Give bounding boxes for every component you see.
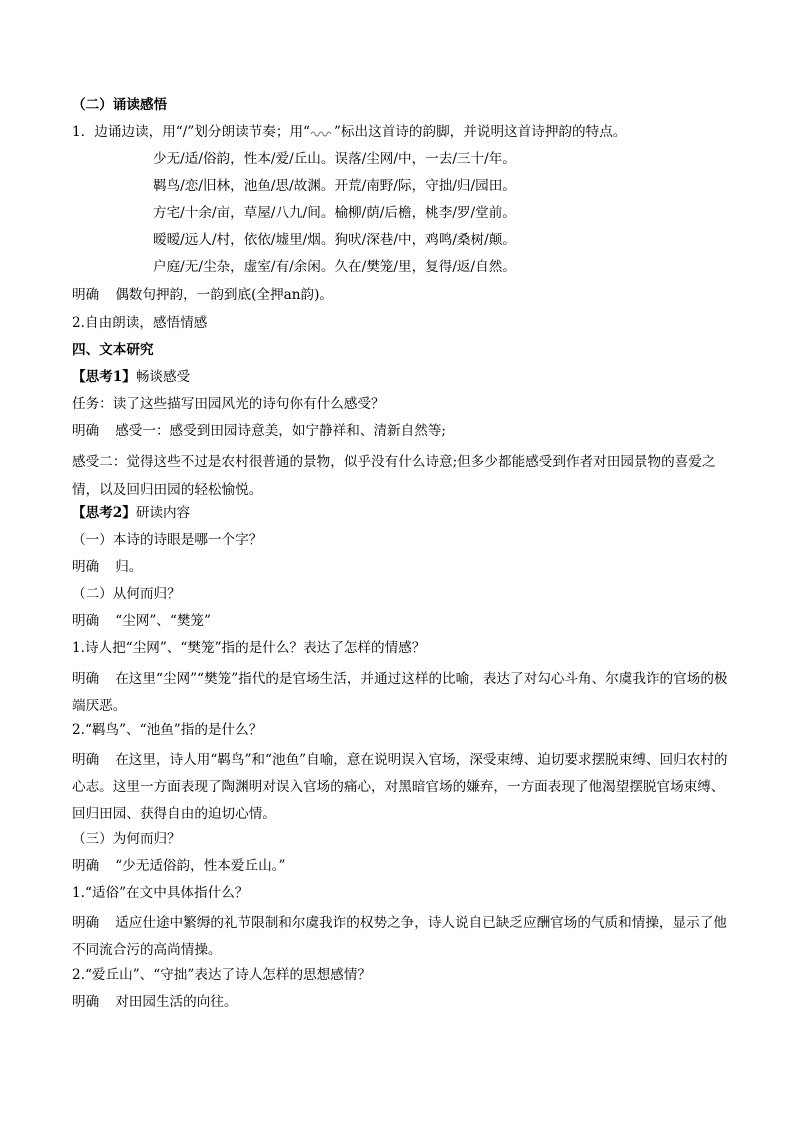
section-heading-text-study: 四、文本研究 xyxy=(72,342,154,358)
answer-text: 归。 xyxy=(115,559,143,575)
answer-poem-eye xyxy=(72,557,734,577)
answer-text: 感受一：感受到田园诗意美，如宁静祥和、清新自然等; xyxy=(115,423,447,439)
think-1-answer xyxy=(72,421,734,441)
answer-text: 在这里，诗人用“羁鸟”和“池鱼”自喻，意在说明误入官场，深受束缚、迫切要求摆脱束缚、回归农村的心志。这里一方面表现了陶渊明对误入官场的痛心，对黑暗官场的嫌弃，一方面表现了他渴望摆脱官场束缚、回归田园、获得自由的迫切心情。 xyxy=(72,752,728,822)
question-1-text-b: ”标出这首诗的韵脚，并说明这首诗押韵的特点。 xyxy=(333,124,627,140)
poem-line: 户庭/无/尘杂，虚室/有/余闲。久在/樊笼/里，复得/返/自然。 xyxy=(153,259,516,275)
answer-love-hills xyxy=(72,992,734,1012)
question-2: 2.自由朗读，感悟情感 xyxy=(72,315,208,331)
question-1 xyxy=(72,122,734,142)
answer-1 xyxy=(72,285,734,305)
answer-from-where xyxy=(72,611,734,631)
section-heading-recite: （二）诵读感悟 xyxy=(72,97,168,113)
question-shisu: 1.“适俗”在文中具体指什么？ xyxy=(72,885,249,901)
answer-text: 适应仕途中繁缛的礼节限制和尔虞我诈的权势之争，诗人说自已缺乏应酬官场的气质和情操，显示了他不同流合污的高尚情操。 xyxy=(72,915,727,958)
poem-line: 羁鸟/恋/旧林，池鱼/思/故渊。开荒/南野/际，守拙/归/园田。 xyxy=(153,178,516,194)
answer-label: 明确 xyxy=(72,671,100,687)
think-1-title: 畅谈感受 xyxy=(135,369,191,385)
question-1-text-a: 1．边诵边读，用“/”划分朗读节奏；用“ xyxy=(72,124,310,140)
answer-text: 偶数句押韵，一韵到底(全押an韵)。 xyxy=(115,287,333,303)
think-1-heading xyxy=(72,367,734,387)
wavy-underline-mark xyxy=(310,129,334,137)
think-2-title: 研读内容 xyxy=(135,505,191,521)
question-caged-bird: 2.“羁鸟”、“池鱼”指的是什么？ xyxy=(72,722,263,738)
question-why-return: （三）为何而归？ xyxy=(72,831,181,847)
question-poem-eye: （一）本诗的诗眼是哪一个字？ xyxy=(72,532,263,548)
answer-caged-bird xyxy=(72,747,734,828)
answer-label: 明确 xyxy=(72,559,100,575)
poem-line: 少无/适/俗韵，性本/爱/丘山。误落/尘网/中，一去/三十/年。 xyxy=(153,151,516,167)
answer-why-return xyxy=(72,856,734,876)
think-2-heading xyxy=(72,503,734,523)
think-1-feeling-2: 感受二：觉得这些不过是农村很普通的景物，似乎没有什么诗意;但多少都能感受到作者对田园景物的喜爱之情，以及回归田园的轻松愉悦。 xyxy=(72,454,716,498)
answer-label: 明确 xyxy=(72,994,100,1010)
answer-shisu xyxy=(72,910,734,964)
answer-label: 明确 xyxy=(72,915,100,931)
answer-label: 明确 xyxy=(72,752,100,768)
answer-text: “尘网”、“樊笼” xyxy=(115,613,211,629)
question-from-where: （二）从何而归？ xyxy=(72,586,181,602)
question-love-hills: 2.“爱丘山”、“守拙”表达了诗人怎样的思想感情？ xyxy=(72,967,372,983)
answer-label: 明确 xyxy=(72,287,100,303)
answer-dust-net xyxy=(72,666,734,720)
question-dust-net: 1.诗人把“尘网”、“樊笼”指的是什么？表达了怎样的情感？ xyxy=(72,640,426,656)
poem-line: 暧暧/远人/村，依依/墟里/烟。狗吠/深巷/中，鸡鸣/桑树/颠。 xyxy=(153,232,516,248)
answer-label: 明确 xyxy=(72,858,100,874)
answer-text: 对田园生活的向往。 xyxy=(115,994,238,1010)
think-1-task: 任务：读了这些描写田园风光的诗句你有什么感受？ xyxy=(72,396,385,412)
think-2-tag: 【思考2】 xyxy=(72,505,136,521)
answer-label: 明确 xyxy=(72,423,100,439)
answer-label: 明确 xyxy=(72,613,100,629)
answer-text: “少无适俗韵，性本爱丘山。” xyxy=(115,858,286,874)
poem-line: 方宅/十余/亩，草屋/八九/间。榆柳/荫/后檐，桃李/罗/堂前。 xyxy=(153,205,516,221)
think-1-tag: 【思考1】 xyxy=(72,369,136,385)
answer-text: 在这里“尘网”“樊笼”指代的是官场生活，并通过这样的比喻，表达了对勾心斗角、尔虞我诈的官场的极端厌恶。 xyxy=(72,671,728,714)
